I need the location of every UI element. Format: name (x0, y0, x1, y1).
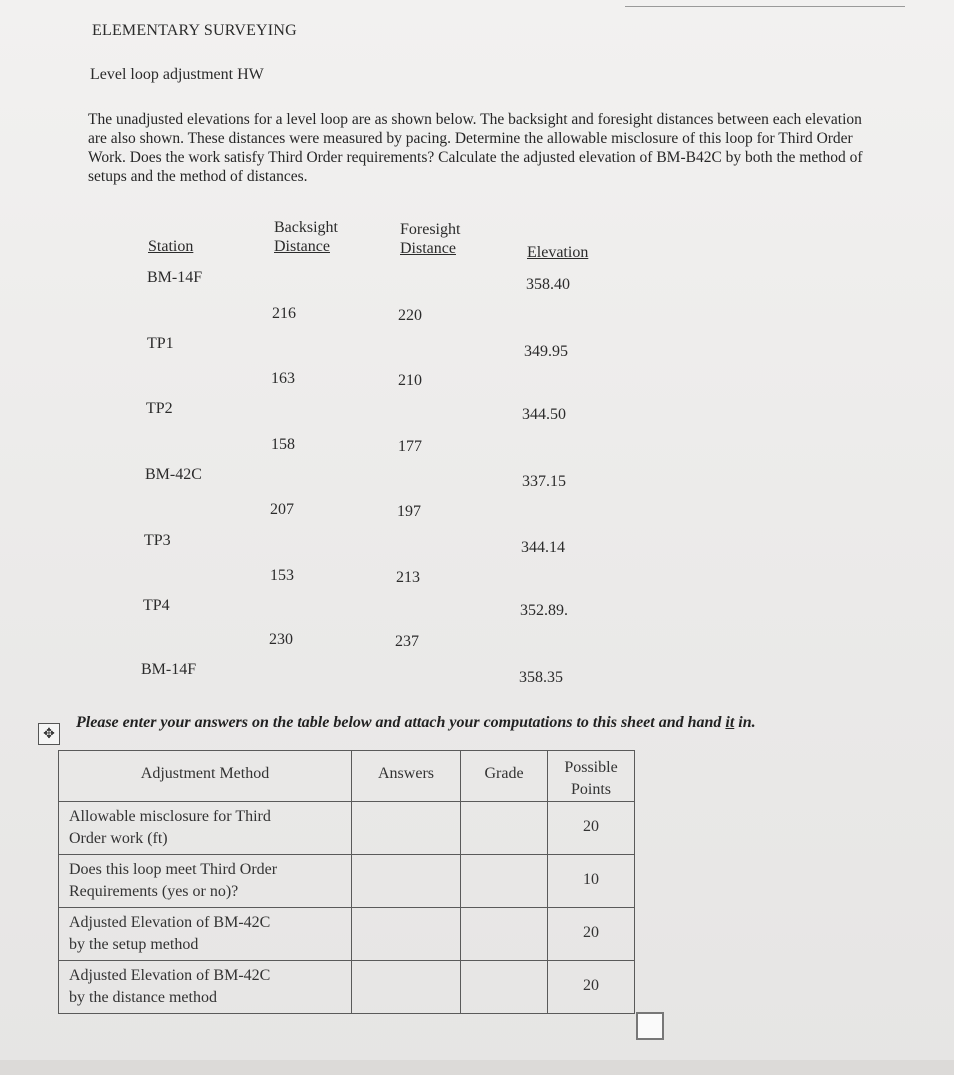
method-line2: by the setup method (69, 936, 199, 953)
answer-table (58, 750, 635, 1014)
method-line2: Requirements (yes or no)? (69, 883, 239, 900)
foresight-header-line1: Foresight (400, 221, 461, 238)
method-cell (59, 908, 352, 961)
station-name: BM-42C (145, 466, 202, 483)
answer-table-header (59, 751, 635, 802)
foresight-distance: 177 (398, 438, 422, 455)
method-line1: Adjusted Elevation of BM-42C (69, 914, 271, 931)
foresight-distance: 237 (395, 633, 419, 650)
move-handle-icon[interactable]: ✥ (38, 723, 60, 745)
backsight-header (274, 218, 338, 256)
assignment-title: Level loop adjustment HW (90, 66, 264, 83)
resize-box-icon[interactable] (636, 1012, 664, 1040)
elevation-header: Elevation (527, 244, 589, 261)
station-elevation: 344.14 (521, 539, 565, 556)
answer-cell[interactable] (352, 908, 461, 961)
instructions (76, 714, 756, 732)
method-cell (59, 961, 352, 1014)
backsight-distance: 230 (269, 631, 293, 648)
method-line1: Adjusted Elevation of BM-42C (69, 967, 271, 984)
table-row (59, 961, 635, 1014)
header-points-line1: Possible (564, 759, 618, 776)
station-name: TP4 (143, 597, 170, 614)
method-cell (59, 855, 352, 908)
instructions-end: in. (734, 714, 756, 731)
problem-statement: The unadjusted elevations for a level loop are as shown below. The backsight and foresight distances between each elevation are also shown. These distances were measured by pacing. Determine the allowable misclosure of this loop for Third Order Work. Does the work satisfy Third Order requirements? Calculate the adjusted elevation of BM-B42C by both the method of setups and the method of distances. (88, 111, 863, 185)
foresight-distance: 220 (398, 307, 422, 324)
table-row (59, 802, 635, 855)
backsight-distance: 158 (271, 436, 295, 453)
header-method-cell (59, 751, 352, 802)
screen-bottom-edge (0, 1060, 954, 1075)
grade-cell[interactable] (461, 802, 548, 855)
points-value: 10 (583, 871, 599, 888)
header-points-line2: Points (570, 781, 611, 798)
header-answers-cell (352, 751, 461, 802)
foresight-distance: 210 (398, 372, 422, 389)
station-elevation: 352.89. (520, 602, 568, 619)
answer-cell[interactable] (352, 961, 461, 1014)
method-line1: Does this loop meet Third Order (69, 861, 278, 878)
backsight-header-line2: Distance (274, 238, 330, 255)
points-cell (548, 802, 635, 855)
points-value: 20 (583, 977, 599, 994)
station-elevation: 337.15 (522, 473, 566, 490)
header-points (548, 751, 634, 801)
top-rule (625, 6, 905, 7)
station-elevation: 344.50 (522, 406, 566, 423)
answer-cell[interactable] (352, 802, 461, 855)
instructions-underlined: it (725, 714, 735, 731)
table-row (59, 908, 635, 961)
method-line2: by the distance method (69, 989, 217, 1006)
points-cell (548, 855, 635, 908)
header-method: Adjustment Method (140, 765, 270, 782)
station-name: BM-14F (147, 269, 203, 286)
method-cell (59, 802, 352, 855)
course-title: ELEMENTARY SURVEYING (92, 22, 297, 39)
answer-cell[interactable] (352, 855, 461, 908)
foresight-header-line2: Distance (400, 240, 456, 257)
station-elevation: 358.35 (519, 669, 563, 686)
grade-cell[interactable] (461, 855, 548, 908)
station-name: TP3 (144, 532, 171, 549)
table-row (59, 855, 635, 908)
instructions-text: Please enter your answers on the table below and attach your computations to this sheet and hand (76, 714, 726, 731)
foresight-header (400, 220, 460, 258)
backsight-distance: 153 (270, 567, 294, 584)
backsight-header-line1: Backsight (274, 219, 338, 236)
station-name: TP2 (146, 400, 173, 417)
backsight-distance: 216 (272, 305, 296, 322)
points-cell (548, 908, 635, 961)
backsight-distance: 207 (270, 501, 294, 518)
station-header: Station (148, 238, 194, 255)
station-elevation: 358.40 (526, 276, 570, 293)
method-line1: Allowable misclosure for Third (69, 808, 271, 825)
station-elevation: 349.95 (524, 343, 568, 360)
grade-cell[interactable] (461, 908, 548, 961)
foresight-distance: 213 (396, 569, 420, 586)
header-grade: Grade (484, 765, 524, 782)
points-cell (548, 961, 635, 1014)
header-grade-cell (461, 751, 548, 802)
points-value: 20 (583, 818, 599, 835)
grade-cell[interactable] (461, 961, 548, 1014)
method-line2: Order work (ft) (69, 830, 168, 847)
station-name: TP1 (147, 335, 174, 352)
points-value: 20 (583, 924, 599, 941)
backsight-distance: 163 (271, 370, 295, 387)
header-answers: Answers (378, 765, 434, 782)
header-points-cell (548, 751, 635, 802)
foresight-distance: 197 (397, 503, 421, 520)
station-name: BM-14F (141, 661, 197, 678)
